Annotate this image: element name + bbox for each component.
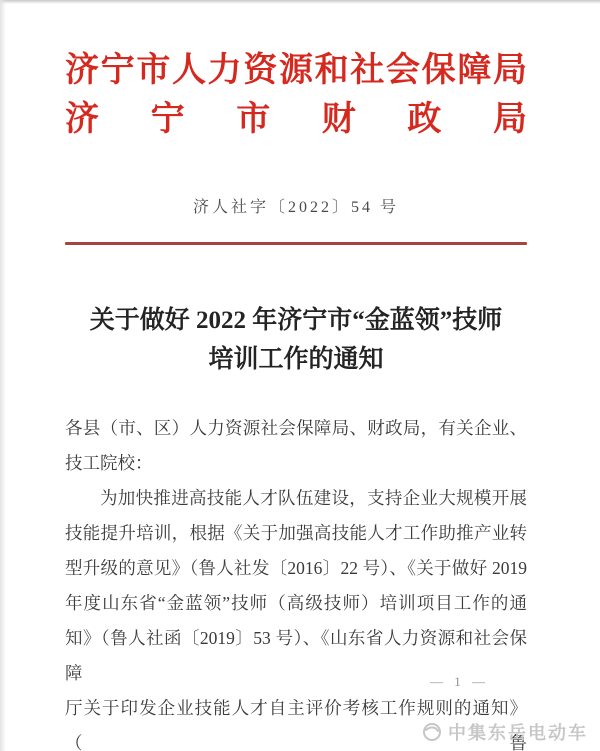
body-line: 技能提升培训，根据《关于加强高技能人才工作助推产业转 bbox=[65, 523, 527, 543]
body-line: 知》（鲁人社函〔2019〕53 号）、《山东省人力资源和社会保障 bbox=[65, 628, 527, 683]
body-line: 为加快推进高技能人才队伍建设，支持企业大规模开展 bbox=[100, 488, 527, 508]
document-number: 济人社字〔2022〕54 号 bbox=[192, 199, 399, 216]
watermark-text: 中集东岳电动车 bbox=[448, 723, 588, 743]
body-line: 厅关于印发企业技能人才自主评价考核工作规则的通知》（鲁 bbox=[65, 698, 527, 751]
body-line: 型升级的意见》（鲁人社发〔2016〕22 号）、《关于做好 2019 bbox=[65, 558, 527, 578]
document-title bbox=[65, 301, 527, 379]
letterhead bbox=[65, 46, 527, 144]
document-title-line-2: 培训工作的通知 bbox=[208, 346, 384, 373]
watermark-logo-icon bbox=[422, 722, 442, 742]
document-content bbox=[65, 0, 527, 751]
scan-edge-left bbox=[0, 0, 6, 751]
salutation-line-2: 技工院校： bbox=[65, 453, 153, 473]
letterhead-line-1: 济宁市人力资源和社会保障局 bbox=[65, 52, 527, 89]
body-line: 年度山东省“金蓝领”技师（高级技师）培训项目工作的通 bbox=[65, 593, 527, 613]
red-divider-line bbox=[65, 242, 527, 245]
watermark bbox=[422, 719, 588, 745]
page-number: — 1 — bbox=[430, 674, 489, 689]
letterhead-line-2: 济宁市财政局 bbox=[65, 101, 527, 138]
salutation-line-1: 各县（市、区）人力资源社会保障局、财政局，有关企业、 bbox=[65, 418, 527, 438]
document-title-line-1: 关于做好 2022 年济宁市“金蓝领”技师 bbox=[89, 307, 503, 334]
document-body bbox=[65, 411, 527, 751]
